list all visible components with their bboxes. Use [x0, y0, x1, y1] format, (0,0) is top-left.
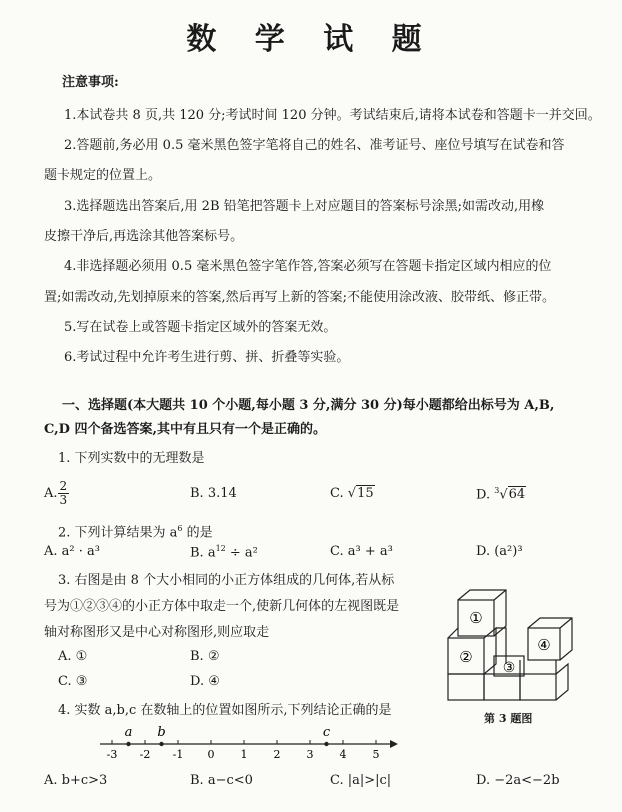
q4-option-c: C. |a|>|c| [330, 773, 392, 788]
notice-item-4-cont: 置;如需改动,先划掉原来的答案,然后再写上新的答案;不能使用涂改液、胶带纸、修正带。 [44, 290, 556, 305]
q2-option-b: B. $a^{12} \div a^2$ [190, 544, 258, 561]
q1-option-a: A. $\frac{2}{3}$ [44, 479, 68, 507]
page-title: 数 学 试 题 [186, 22, 436, 57]
cube-label-3: ③ [502, 660, 516, 676]
cube-label-4: ④ [537, 636, 551, 654]
number-line-tick-label: -3 [106, 748, 118, 761]
q1-stem: 1. 下列实数中的无理数是 [58, 451, 205, 466]
notice-item-2: 2.答题前,务必用 0.5 毫米黑色签字笔将自己的姓名、准考证号、座位号填写在试卷和答 [64, 138, 565, 153]
q4-number-line [90, 722, 400, 764]
cube-label-1: ① [469, 609, 483, 627]
q3-stem-3: 轴对称图形又是中心对称图形,则应取走 [44, 625, 270, 640]
notice-item-5: 5.写在试卷上或答题卡指定区域外的答案无效。 [64, 320, 337, 335]
notice-item-3: 3.选择题选出答案后,用 2B 铅笔把答题卡上对应题目的答案标号涂黑;如需改动,用橡 [64, 199, 545, 214]
q2-stem: 2. 下列计算结果为 $a^6$ 的是 [58, 524, 213, 541]
notice-heading: 注意事项: [62, 75, 119, 90]
number-line-tick-label: 4 [339, 748, 347, 761]
number-line-tick-label: -2 [139, 748, 151, 761]
q2-option-c: C. a³ + a³ [330, 544, 393, 559]
q3-stem-1: 3. 右图是由 8 个大小相同的小正方体组成的几何体,若从标 [58, 573, 395, 588]
number-line-tick-label: 1 [240, 748, 248, 761]
q1-option-c: C. √15 [330, 486, 374, 501]
q4-stem: 4. 实数 a,b,c 在数轴上的位置如图所示,下列结论正确的是 [58, 703, 392, 718]
number-line-tick-label: 3 [306, 748, 314, 761]
q3-stem-2: 号为①②③④的小正方体中取走一个,使新几何体的左视图既是 [44, 599, 400, 614]
number-line-point-b [159, 742, 163, 746]
q3-option-b: B. ② [190, 649, 220, 664]
q4-option-b: B. a−c<0 [190, 773, 253, 788]
number-line-tick-label: 5 [372, 748, 380, 761]
q1-option-b: B. 3.14 [190, 486, 237, 501]
number-line-tick-label: 2 [273, 748, 281, 761]
number-line-point-label-b: b [157, 725, 166, 740]
q3-option-d: D. ④ [190, 674, 220, 689]
cube-label-2: ② [459, 648, 473, 666]
section1-heading-cont: C,D 四个备选答案,其中有且只有一个是正确的。 [44, 422, 326, 437]
q4-option-a: A. b+c>3 [44, 773, 108, 788]
q4-option-d: D. −2a<−2b [476, 773, 560, 788]
q3-option-c: C. ③ [58, 674, 88, 689]
number-line-tick-label: 0 [207, 748, 215, 761]
number-line-tick-label: -1 [172, 748, 184, 761]
notice-item-6: 6.考试过程中允许考生进行剪、拼、折叠等实验。 [64, 350, 350, 365]
number-line-point-label-c: c [322, 725, 331, 740]
notice-item-3-cont: 皮擦干净后,再选涂其他答案标号。 [44, 229, 244, 244]
q3-figure-caption: 第 3 题图 [484, 712, 533, 725]
q3-cube-figure [440, 578, 590, 706]
number-line-point-c [324, 742, 328, 746]
notice-item-4: 4.非选择题必须用 0.5 毫米黑色签字笔作答,答案必须写在答题卡指定区域内相应的位 [64, 259, 552, 274]
notice-item-1: 1.本试卷共 8 页,共 120 分;考试时间 120 分钟。考试结束后,请将本试卷和答题卡一并交回。 [64, 108, 601, 123]
q3-option-a: A. ① [58, 649, 88, 664]
section1-heading: 一、选择题(本大题共 10 个小题,每小题 3 分,满分 30 分)每小题都给出标号为 A,B, [62, 398, 555, 413]
notice-item-2-cont: 题卡规定的位置上。 [44, 168, 162, 183]
number-line-point-label-a: a [124, 725, 133, 740]
q2-option-d: D. (a²)³ [476, 544, 523, 559]
q2-option-a: A. a² · a³ [44, 544, 100, 559]
number-line-point-a [126, 742, 130, 746]
q1-option-d: D. $^3$√64 [476, 486, 526, 503]
